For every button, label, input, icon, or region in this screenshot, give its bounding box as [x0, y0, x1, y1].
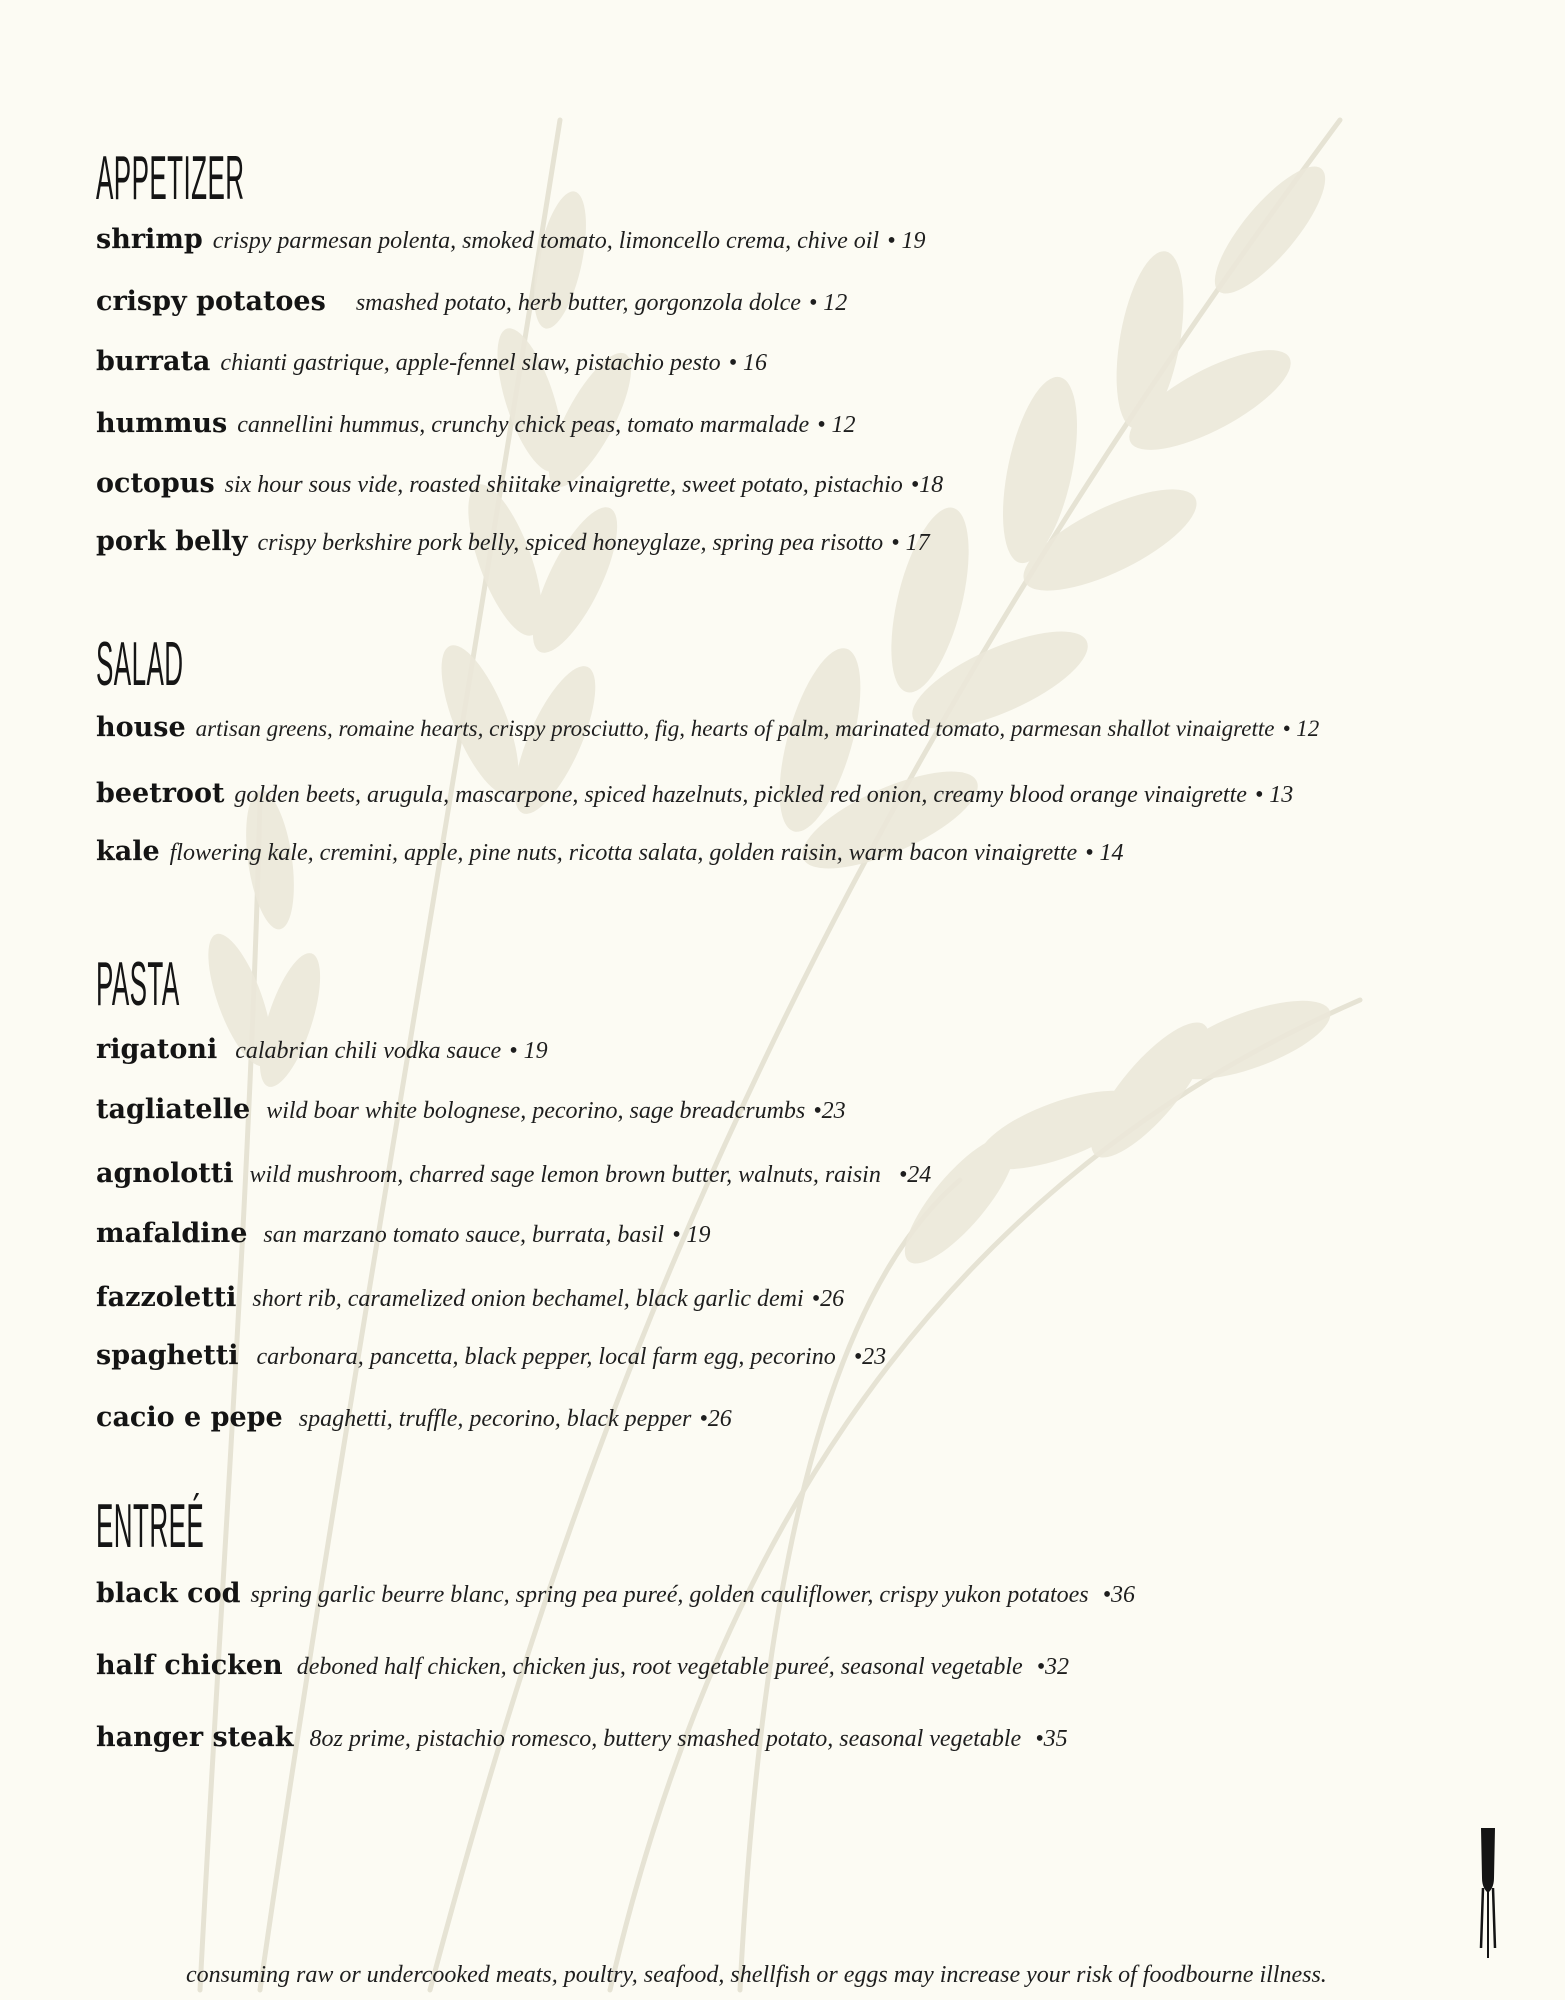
item-name: half chicken: [96, 1650, 283, 1681]
section-salad: [96, 630, 304, 699]
item-name: burrata: [96, 346, 211, 377]
menu-item: [96, 712, 1319, 743]
item-price: • 19: [509, 1038, 548, 1064]
menu-item: [96, 408, 856, 439]
item-price: • 13: [1254, 782, 1294, 808]
item-name: hummus: [96, 408, 228, 439]
item-description: crispy parmesan polenta, smoked tomato, limoncello crema, chive oil: [212, 228, 880, 254]
item-description: san marzano tomato sauce, burrata, basil: [263, 1222, 665, 1248]
item-description: golden beets, arugula, mascarpone, spiced hazelnuts, pickled red onion, creamy blood orange vinaigrette: [234, 782, 1247, 808]
item-price: • 19: [672, 1222, 711, 1248]
menu-item: [96, 1282, 844, 1313]
section-heading: PASTA: [96, 950, 180, 1019]
item-name: crispy potatoes: [96, 286, 326, 317]
disclaimer-text: consuming raw or undercooked meats, poultry, seafood, shellfish or eggs may increase your risk of foodbourne illness.: [186, 1962, 1327, 1988]
item-name: mafaldine: [96, 1218, 248, 1249]
section-pasta: [96, 950, 295, 1019]
menu-item: [96, 346, 767, 377]
menu-item: [96, 1722, 1068, 1753]
menu-item: [96, 1158, 931, 1189]
item-name: hanger steak: [96, 1722, 294, 1753]
section-heading: SALAD: [96, 630, 184, 699]
item-price: •24: [898, 1162, 932, 1188]
item-name: spaghetti: [96, 1340, 239, 1371]
item-name: fazzoletti: [96, 1282, 237, 1313]
item-name: octopus: [96, 468, 215, 499]
item-price: • 16: [728, 350, 767, 376]
item-price: •23: [853, 1344, 887, 1370]
menu-item: [96, 286, 847, 317]
item-name: black cod: [96, 1578, 241, 1609]
item-description: six hour sous vide, roasted shiitake vinaigrette, sweet potato, pistachio: [224, 472, 903, 498]
menu-item: [96, 1650, 1069, 1681]
item-description: crispy berkshire pork belly, spiced honeyglaze, spring pea risotto: [257, 530, 884, 556]
item-price: • 19: [887, 228, 926, 254]
item-price: • 17: [891, 530, 930, 556]
menu-item: [96, 1094, 846, 1125]
item-description: carbonara, pancetta, black pepper, local farm egg, pecorino: [256, 1344, 836, 1370]
item-description: wild mushroom, charred sage lemon brown butter, walnuts, raisin: [249, 1162, 881, 1188]
item-name: house: [96, 712, 186, 743]
item-price: •26: [699, 1406, 732, 1432]
item-name: cacio e pepe: [96, 1402, 283, 1433]
item-price: •18: [910, 472, 944, 498]
item-price: • 14: [1085, 840, 1124, 866]
item-name: agnolotti: [96, 1158, 234, 1189]
menu-item: [96, 224, 925, 255]
item-name: beetroot: [96, 778, 225, 809]
menu-item: [96, 1034, 548, 1065]
menu-item: [96, 468, 943, 499]
item-price: • 12: [817, 412, 856, 438]
item-description: spring garlic beurre blanc, spring pea pureé, golden cauliflower, crispy yukon potatoes: [250, 1582, 1089, 1608]
item-name: rigatoni: [96, 1034, 218, 1065]
item-description: smashed potato, herb butter, gorgonzola dolce: [355, 290, 801, 316]
item-price: •32: [1036, 1654, 1070, 1680]
item-description: flowering kale, cremini, apple, pine nuts, ricotta salata, golden raisin, warm bacon vinaigrette: [169, 840, 1078, 866]
item-price: • 12: [808, 290, 848, 316]
item-description: wild boar white bolognese, pecorino, sage breadcrumbs: [266, 1098, 806, 1124]
item-description: spaghetti, truffle, pecorino, black pepper: [298, 1406, 692, 1432]
item-price: •36: [1102, 1582, 1136, 1608]
item-description: 8oz prime, pistachio romesco, buttery smashed potato, seasonal vegetable: [309, 1726, 1022, 1752]
item-description: short rib, caramelized onion bechamel, black garlic demi: [252, 1286, 804, 1312]
item-price: •23: [813, 1098, 846, 1124]
item-description: chianti gastrique, apple-fennel slaw, pistachio pesto: [220, 350, 721, 376]
item-name: kale: [96, 836, 160, 867]
item-price: •26: [811, 1286, 845, 1312]
item-description: deboned half chicken, chicken jus, root vegetable pureé, seasonal vegetable: [296, 1654, 1023, 1680]
menu-item: [96, 836, 1124, 867]
item-description: calabrian chili vodka sauce: [235, 1038, 502, 1064]
item-name: shrimp: [96, 224, 203, 255]
section-appetizer: [96, 144, 450, 213]
menu-item: [96, 526, 930, 557]
item-name: tagliatelle: [96, 1094, 251, 1125]
menu-item: [96, 1578, 1135, 1609]
menu-item: [96, 1218, 710, 1249]
item-name: pork belly: [96, 526, 248, 557]
item-description: cannellini hummus, crunchy chick peas, tomato marmalade: [237, 412, 810, 438]
menu-item: [96, 778, 1293, 809]
menu-item: [96, 1402, 732, 1433]
item-price: •35: [1035, 1726, 1068, 1752]
section-entree: [96, 1492, 353, 1561]
item-description: artisan greens, romaine hearts, crispy prosciutto, fig, hearts of palm, marinated tomato, parmesan shallot vinaigrette: [195, 716, 1275, 741]
section-heading: APPETIZER: [96, 144, 245, 213]
fork-icon: [1477, 1828, 1499, 1958]
section-heading: ENTREÉ: [96, 1492, 205, 1561]
menu-item: [96, 1340, 886, 1371]
item-price: • 12: [1282, 716, 1320, 741]
